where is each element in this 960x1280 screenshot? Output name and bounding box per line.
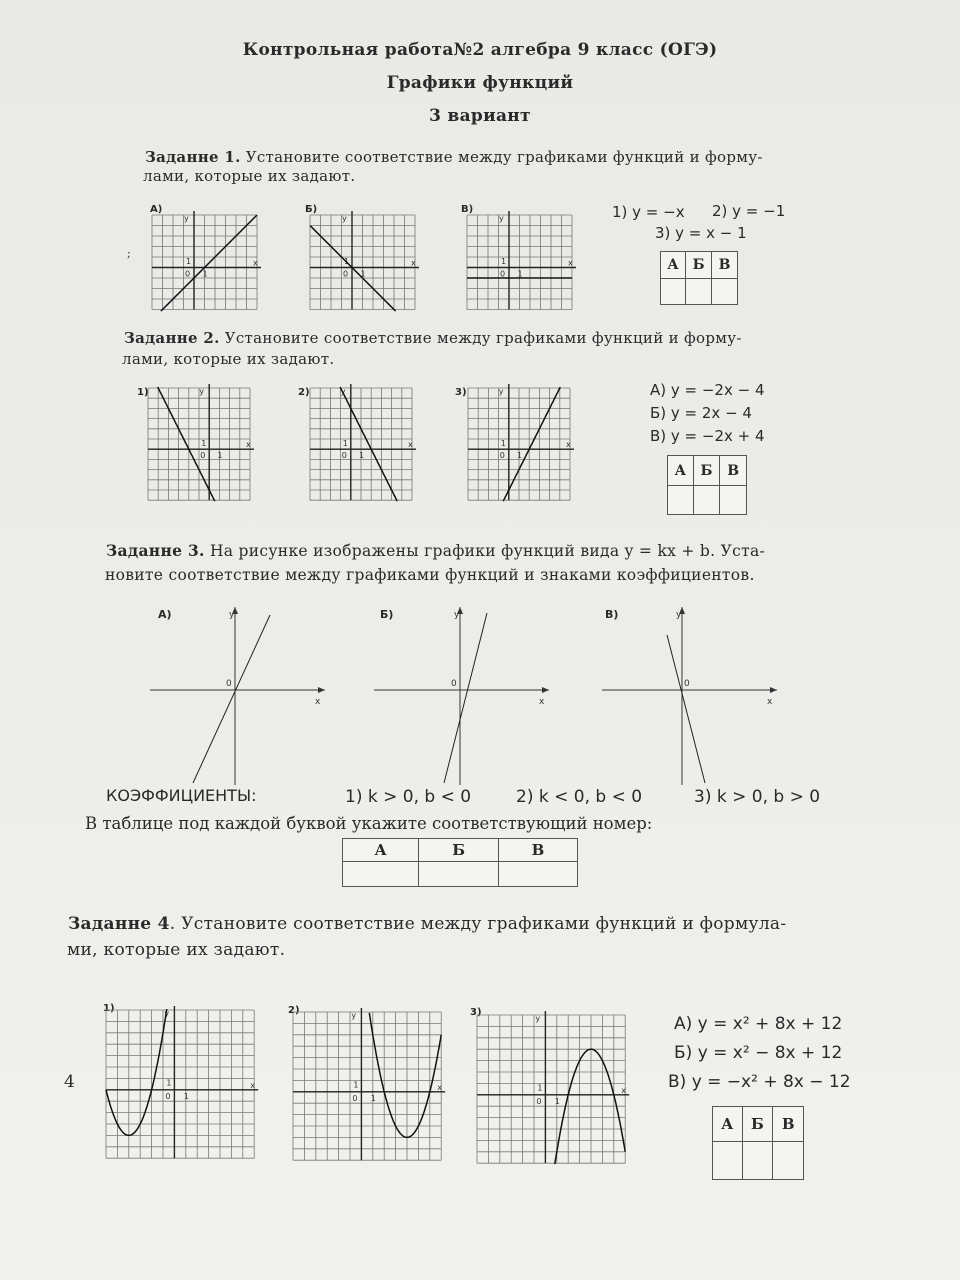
y-axis-label: y (535, 1014, 541, 1023)
unit-y-label: 1 (501, 257, 507, 266)
task1-formula-1: 1) y = −x (612, 203, 685, 221)
x-axis-label: x (621, 1085, 626, 1095)
task3-text-line1 (106, 541, 765, 560)
task4-header-c: В (773, 1107, 804, 1142)
task3-graph-c (602, 605, 782, 785)
task1-graph-c-label: В) (461, 204, 474, 215)
task4-formula-c: В) y = −x² + 8x − 12 (668, 1072, 851, 1092)
task3-label: Заданне 3. (106, 541, 205, 560)
task1-graph-a (152, 215, 262, 310)
variant-label: 3 вариант (429, 106, 531, 126)
task2-formula-c: В) y = −2x + 4 (650, 427, 765, 445)
function-graph (310, 226, 396, 312)
origin-label: 0 (500, 269, 506, 279)
y-axis-label: y (676, 610, 682, 620)
coefficient-2: 2) k < 0, b < 0 (516, 787, 643, 807)
task4-graph-2 (293, 1012, 448, 1167)
task2-graph-2 (310, 388, 425, 503)
task1-header-b: Б (685, 252, 711, 279)
task3-graph-b (374, 605, 554, 785)
unit-x-label: 1 (359, 451, 365, 461)
unit-y-label: 1 (344, 257, 350, 266)
function-graph (340, 387, 397, 501)
origin-label: 0 (165, 1091, 171, 1101)
unit-x-label: 1 (554, 1096, 560, 1106)
task2-graph-3-label: 3) (455, 387, 467, 398)
task3-header-a: А (343, 839, 419, 862)
unit-x-label: 1 (202, 269, 208, 279)
task4-graph-3 (477, 1015, 632, 1170)
task4-answer-table (712, 1106, 804, 1180)
task1-answer-table (660, 251, 738, 305)
unit-x-label: 1 (517, 269, 523, 279)
unit-y-label: 1 (166, 1078, 172, 1088)
task1-formula-2: 2) y = −1 (712, 202, 786, 220)
task4-text-line1 (68, 914, 786, 934)
unit-x-label: 1 (360, 269, 366, 279)
origin-label: 0 (343, 269, 349, 279)
task2-formula-a: А) y = −2x − 4 (650, 381, 765, 399)
task2-answer-c[interactable] (720, 486, 747, 515)
task3-header-b: Б (419, 839, 499, 862)
y-axis-label: y (342, 214, 347, 223)
task2-answer-table (667, 455, 747, 515)
task2-graph-2-label: 2) (298, 387, 310, 398)
x-axis-label: x (568, 258, 573, 268)
function-graph (444, 613, 487, 783)
page-subtitle: Графики функций (386, 73, 574, 93)
margin-mark: ; (127, 247, 131, 260)
task3-graph-c-label: В) (605, 608, 619, 621)
function-graph (161, 215, 257, 311)
task1-instruction: Установите соответствие между графиками функций и форму- (245, 148, 763, 166)
task3-graph-b-label: Б) (380, 608, 394, 621)
y-axis-label: y (164, 1009, 170, 1018)
x-axis-label: x (408, 440, 413, 450)
origin-label: 0 (226, 679, 232, 689)
task2-header-b: Б (693, 456, 720, 486)
task1-answer-a[interactable] (661, 279, 686, 305)
y-axis-label: y (229, 610, 235, 620)
task1-graph-b (310, 215, 420, 310)
function-graph (555, 1049, 625, 1164)
x-axis-arrow (542, 687, 549, 693)
task2-graph-3 (468, 388, 583, 503)
task1-answer-b[interactable] (685, 279, 711, 305)
unit-y-label: 1 (353, 1080, 359, 1090)
unit-y-label: 1 (201, 439, 207, 448)
unit-y-label: 1 (342, 439, 348, 448)
task4-graph-2-label: 2) (288, 1005, 300, 1016)
origin-label: 0 (536, 1096, 542, 1106)
task3-header-c: В (499, 839, 578, 862)
x-axis-label: x (315, 697, 321, 707)
task4-instruction: . Установите соответствие между графиками функций и формула- (169, 914, 787, 934)
origin-label: 0 (451, 679, 457, 689)
coefficients-label: КОЭФФИЦИЕНТЫ: (106, 786, 257, 805)
task3-instruction: На рисунке изображены графики функций вида y = kx + b. Уста- (209, 542, 766, 560)
task3-text-line2: новите соответствие между графиками функций и знаками коэффициентов. (105, 566, 755, 584)
task2-instruction: Установите соответствие между графиками функций и форму- (224, 329, 742, 347)
x-axis-label: x (250, 1080, 255, 1090)
task2-answer-a[interactable] (668, 486, 694, 515)
origin-label: 0 (341, 451, 347, 461)
y-axis-label: y (184, 214, 189, 223)
task2-formula-b: Б) y = 2x − 4 (650, 404, 752, 422)
task1-graph-c (467, 215, 577, 310)
task3-answer-table (342, 838, 578, 887)
x-axis-arrow (770, 687, 777, 693)
task1-text-line2: лами, которые их задают. (143, 167, 356, 185)
task4-graph-1-label: 1) (103, 1003, 115, 1014)
task2-graph-1 (148, 388, 263, 503)
task4-answer-b[interactable] (742, 1142, 773, 1180)
function-graph (500, 387, 560, 501)
task1-text-line1 (145, 148, 763, 166)
page-title: Контрольная работа№2 алгебра 9 класс (ОГЭ) (242, 40, 718, 60)
x-axis-label: x (539, 697, 545, 707)
coefficient-1: 1) k > 0, b < 0 (345, 787, 472, 807)
function-graph (667, 635, 705, 783)
task4-answer-c[interactable] (773, 1142, 804, 1180)
x-axis-label: x (246, 440, 251, 450)
task1-formula-3: 3) y = x − 1 (655, 224, 747, 242)
task1-answer-c[interactable] (712, 279, 738, 305)
task4-graph-1 (106, 1010, 261, 1165)
task4-header-a: А (713, 1107, 743, 1142)
task3-graph-a-label: А) (158, 608, 172, 621)
task2-header-c: В (720, 456, 747, 486)
task2-graph-1-label: 1) (137, 387, 149, 398)
task2-text-line2: лами, которые их задают. (122, 350, 335, 368)
task4-answer-a[interactable] (713, 1142, 743, 1180)
task3-answer-c[interactable] (499, 862, 578, 887)
origin-label: 0 (499, 451, 505, 461)
task2-label: Заданне 2. (124, 329, 220, 347)
task2-header-a: А (668, 456, 694, 486)
task4-formula-a: А) y = x² + 8x + 12 (674, 1014, 843, 1034)
unit-x-label: 1 (217, 451, 223, 461)
task1-header-c: В (712, 252, 738, 279)
y-axis-label: y (499, 214, 504, 223)
y-axis-label: y (340, 387, 346, 396)
task1-graph-a-label: А) (150, 204, 163, 215)
x-axis-label: x (253, 258, 258, 268)
task2-answer-b[interactable] (693, 486, 720, 515)
task4-text-line2: ми, которые их задают. (67, 940, 286, 960)
x-axis-label: x (566, 440, 571, 450)
origin-label: 0 (684, 679, 690, 689)
origin-label: 0 (352, 1093, 358, 1103)
y-axis-label: y (498, 387, 504, 396)
function-graph (193, 615, 270, 783)
unit-x-label: 1 (370, 1093, 376, 1103)
task4-formula-b: Б) y = x² − 8x + 12 (674, 1043, 843, 1063)
unit-y-label: 1 (500, 439, 506, 448)
table-instruction: В таблице под каждой буквой укажите соответствующий номер: (85, 814, 653, 833)
task4-header-b: Б (742, 1107, 773, 1142)
margin-page-number: 4 (64, 1072, 75, 1092)
x-axis-arrow (318, 687, 325, 693)
task3-graph-a (150, 605, 330, 785)
function-graph (369, 1013, 441, 1138)
origin-label: 0 (200, 451, 206, 461)
origin-label: 0 (185, 269, 191, 279)
unit-x-label: 1 (183, 1091, 189, 1101)
task1-graph-b-label: Б) (305, 204, 318, 215)
function-graph (106, 1009, 170, 1135)
x-axis-label: x (411, 258, 416, 268)
coefficient-3: 3) k > 0, b > 0 (694, 787, 821, 807)
task1-header-a: А (661, 252, 686, 279)
x-axis-label: x (767, 697, 773, 707)
task4-graph-3-label: 3) (470, 1007, 482, 1018)
x-axis-label: x (437, 1082, 442, 1092)
task1-label: Заданне 1. (145, 148, 241, 166)
unit-y-label: 1 (537, 1083, 543, 1093)
task3-answer-a[interactable] (343, 862, 419, 887)
task4-label: Заданне 4 (68, 914, 170, 934)
y-axis-label: y (199, 387, 204, 396)
y-axis-label: y (351, 1011, 357, 1020)
y-axis-label: y (454, 610, 460, 620)
task2-text-line1 (124, 329, 742, 347)
unit-y-label: 1 (186, 257, 192, 266)
task3-answer-b[interactable] (419, 862, 499, 887)
unit-x-label: 1 (517, 451, 523, 461)
